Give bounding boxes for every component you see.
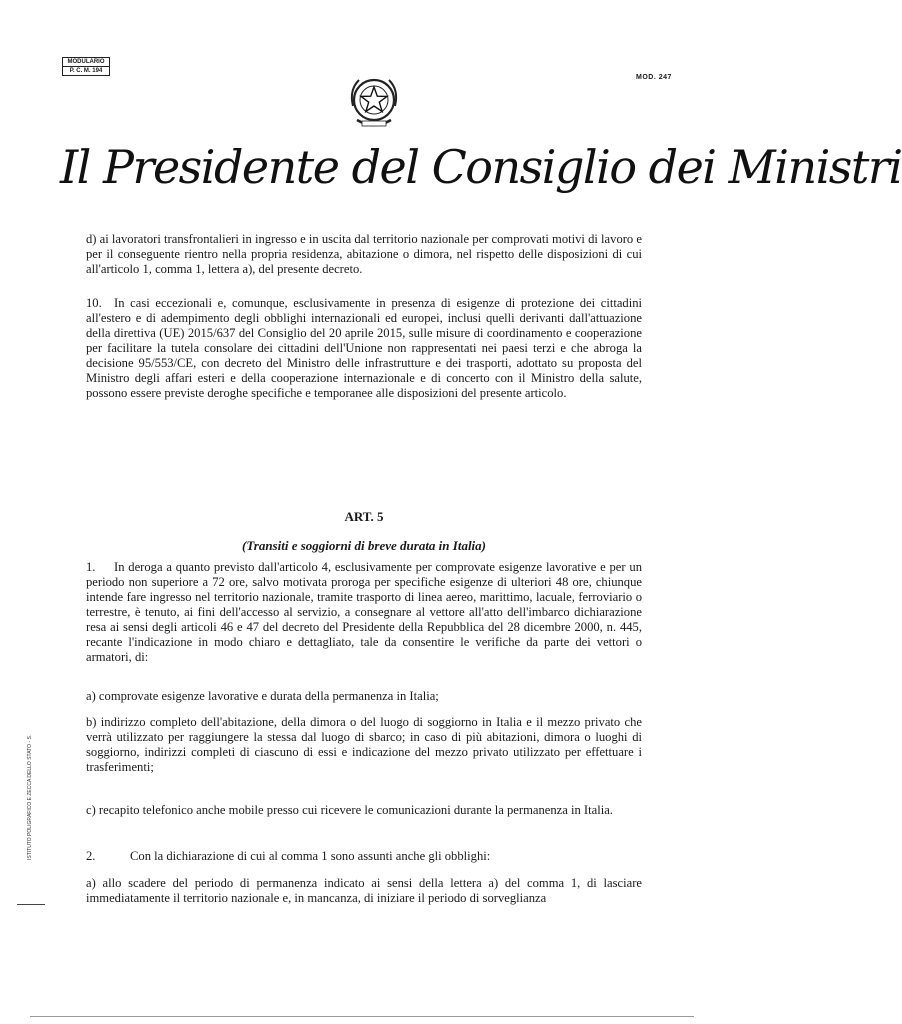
article-subtitle: (Transiti e soggiorni di breve durata in Italia) [241,538,486,553]
list-item-text: a) comprovate esigenze lavorative e durata della permanenza in Italia; [86,689,439,703]
paragraph-number: 1. [86,560,96,574]
paragraph-text: In deroga a quanto previsto dall'articolo 4, esclusivamente per comprovate esigenze lavorative e per un periodo non superiore a 72 ore, salvo motivata proroga per specifiche esigenze di ulteriori 48 ore, chiunque intende fare ingresso nel territorio nazionale, tramite trasporto di linea aereo, marittimo, lacuale, ferroviario o terrestre, è tenuto, ai fini dell'accesso al servizio, a consegnare al vettore all'atto dell'imbarco dichiarazione resa ai sensi degli articoli 46 e 47 del decreto del Presidente della Repubblica del 28 dicembre 2000, n. 445, recante l'indicazione in modo chiaro e dettagliato, tale da consentire le verifiche da parte dei vettori o armatori, di: [86,560,642,664]
form-box-line-2: P. C. M. 194 [69,68,103,74]
list-item-text: b) indirizzo completo dell'abitazione, della dimora o del luogo di soggiorno in Italia e il mezzo privato che verrà utilizzato per raggiungere la stessa dal luogo di sbarco; in caso di più abitazioni, dimora o luoghi di soggiorno, indirizzi completi di ciascuno di essi e indicazione del mezzo privato utilizzato per effettuare i trasferimenti; [86,715,642,774]
list-item-b [86,715,642,775]
list-item-2a [86,876,642,906]
paragraph-10 [86,296,642,401]
form-code-box [62,57,110,76]
paragraph-2 [86,849,642,864]
list-item-c [86,803,642,818]
paragraph-1 [86,560,642,665]
form-box-line-1: MODULARIO [63,58,109,67]
page-bottom-edge [30,1016,694,1017]
paragraph-item-d [86,232,642,277]
printer-imprint [27,700,41,860]
paragraph-number: 10. [86,296,102,310]
list-item-a [86,689,642,704]
article-title: ART. 5 [344,509,384,524]
paragraph-text: In casi eccezionali e, comunque, esclusivamente in presenza di esigenze di protezione dei cittadini all'estero e di adempimento degli obblighi internazionali ed europei, inclusi quelli derivanti dall'attuazione della direttiva (UE) 2015/637 del Consiglio del 20 aprile 2015, sulle misure di coordinamento e cooperazione per facilitare la tutela consolare dei cittadini dell'Unione non rappresentati nei paesi terzi e che abroga la decisione 95/553/CE, con decreto del Ministro delle infrastrutture e dei trasporti, adottato su proposta del Ministro degli affari esteri e della cooperazione internazionale e di concerto con il Ministro della salute, possono essere previste deroghe specifiche e temporanee alle disposizioni del presente articolo. [86,296,642,400]
paragraph-text: Con la dichiarazione di cui al comma 1 sono assunti anche gli obblighi: [130,849,491,863]
letterhead-title: Il Presidente del Consiglio dei Ministri [60,140,902,194]
italian-republic-emblem-icon [345,70,403,134]
paragraph-text: d) ai lavoratori transfrontalieri in ingresso e in uscita dal territorio nazionale per comprovati motivi di lavoro e per il conseguente rientro nella propria residenza, abitazione o dimora, nel rispetto delle disposizioni di cui all'articolo 1, comma 1, lettera a), del presente decreto. [86,232,642,276]
printer-imprint-text: ISTITUTO POLIGRAFICO E ZECCA DELLO STATO - S. [27,734,33,860]
margin-mark [17,904,45,905]
paragraph-number: 2. [86,849,96,863]
list-item-text: a) allo scadere del periodo di permanenza indicato ai sensi della lettera a) del comma 1, di lasciare immediatamente il territorio nazionale e, in mancanza, di iniziare il periodo di sorveglianza [86,876,642,905]
list-item-text: c) recapito telefonico anche mobile presso cui ricevere le comunicazioni durante la permanenza in Italia. [86,803,613,817]
form-code: MOD. 247 [636,74,672,81]
